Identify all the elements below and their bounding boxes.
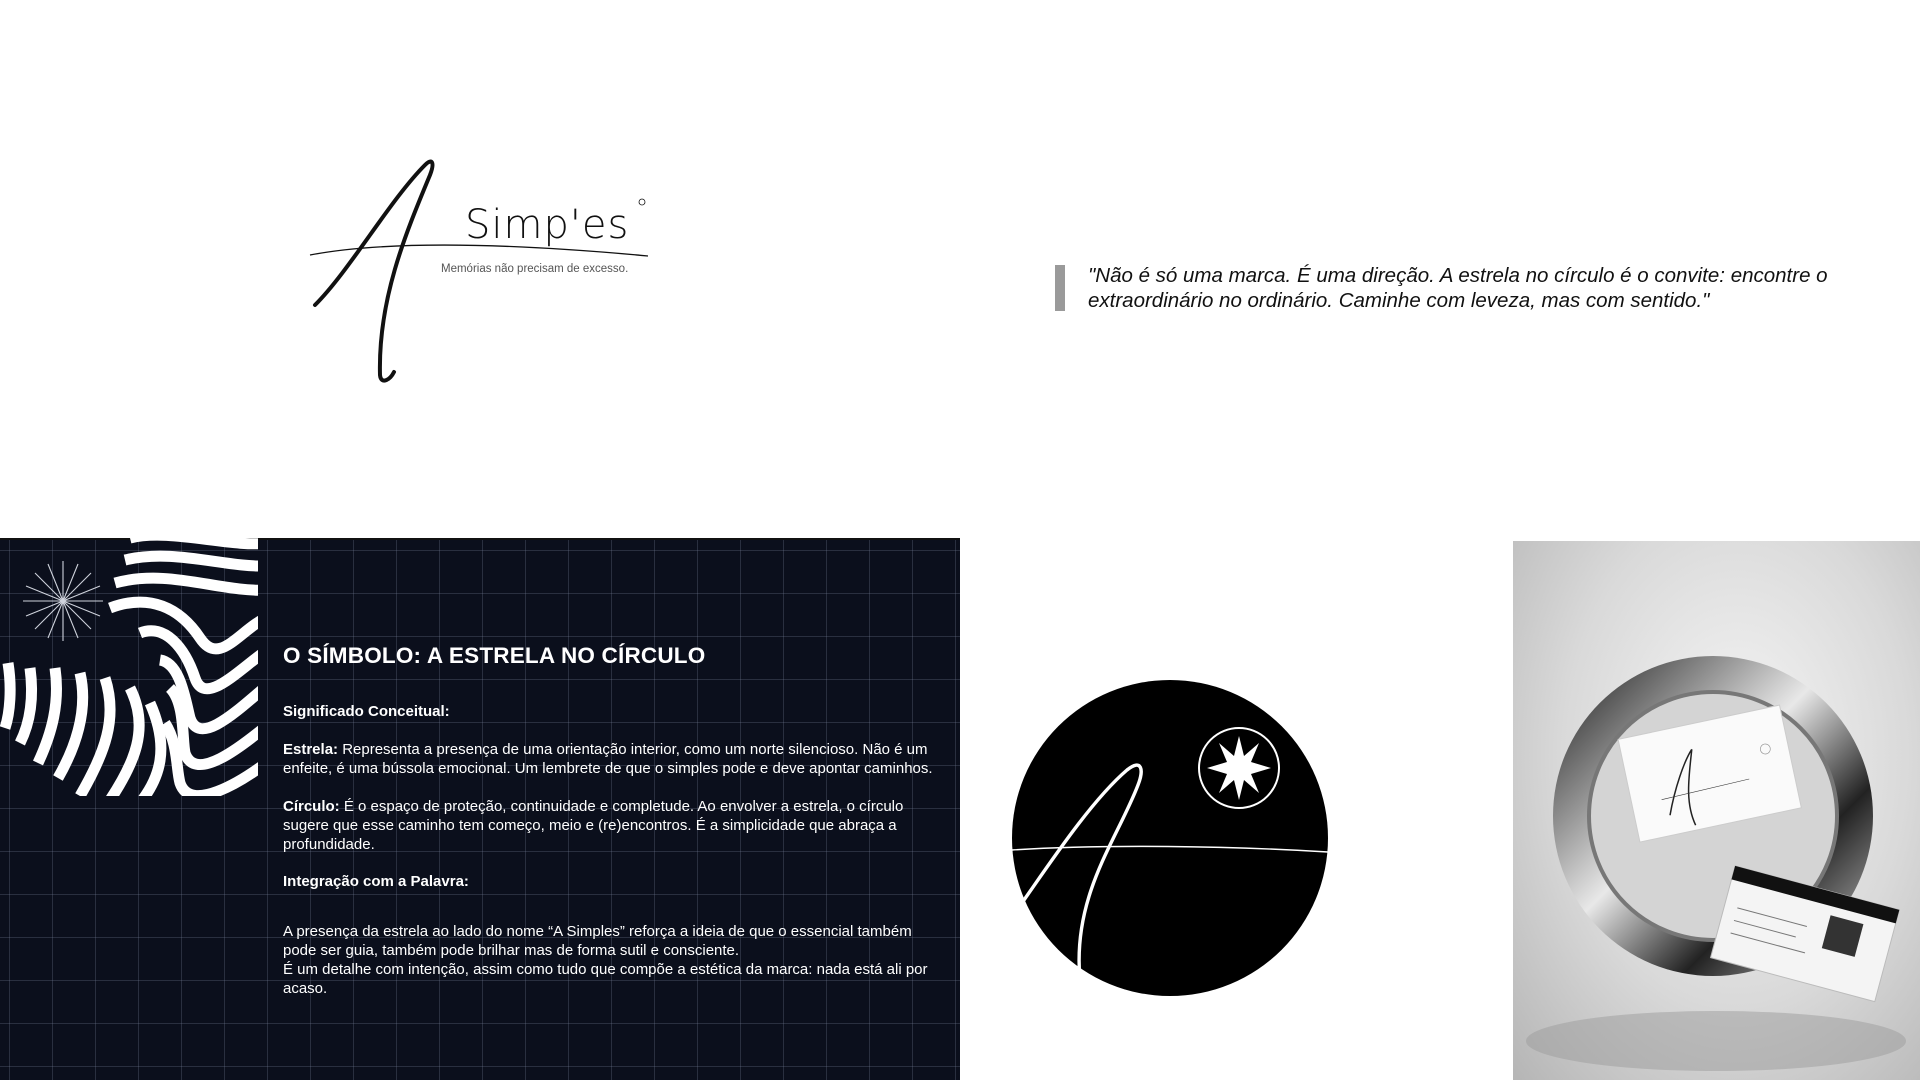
integration-paragraph-2: É um detalhe com intenção, assim como tudo que compõe a estética da marca: nada está ali por acaso. [283,961,928,997]
estrela-paragraph [283,740,949,778]
circulo-label: Círculo: [283,798,340,815]
wave-stripes-pattern [5,538,258,796]
logo-wordmark: Simp'es [465,202,630,248]
logo-tagline: Memórias não precisam de excesso. [441,263,629,275]
decorative-pattern [0,538,258,796]
estrela-label: Estrela: [283,741,339,758]
brand-quote [1055,263,1875,313]
brand-logo [310,160,660,380]
estrela-text: Representa a presença de uma orientação interior, como um norte silencioso. Não é um enfeite, é uma bússola emocional. Um lembrete de que o simples pode e deve apontar caminhos. [283,741,933,777]
integration-paragraph-1: A presença da estrela ao lado do nome “A Simples” reforça a ideia de que o essencial também pode ser guia, também pode brilhar mas de forma sutil e consciente. [283,923,912,959]
circle-emblem [1012,680,1328,996]
quote-line-1: "Não é só uma marca. É uma direção. A estrela no círculo é o convite: encontre o [1088,264,1828,287]
quote-line-2: extraordinário no ordinário. Caminhe com leveza, mas com sentido." [1088,289,1710,312]
symbol-panel [0,538,960,1080]
logo-mark [310,160,660,380]
starburst-icon [23,561,103,641]
panel-title: O SÍMBOLO: A ESTRELA NO CÍRCULO [283,643,706,668]
chrome-ring-mockup [1513,541,1920,1080]
concept-heading: Significado Conceitual: [283,703,450,720]
quote-text [1088,263,1828,313]
circulo-text: É o espaço de proteção, continuidade e completude. Ao envolver a estrela, o círculo sugere que esse caminho tem começo, meio e (re)encontros. É a simplicidade que abraça a profundidade. [283,798,904,853]
business-card-back [1711,866,1900,1002]
star-in-circle-icon [1199,728,1279,808]
logo-star-icon [639,199,645,205]
quote-bar [1055,265,1065,311]
integration-heading: Integração com a Palavra: [283,873,469,890]
circulo-paragraph [283,797,949,854]
product-photo [1513,541,1920,1080]
symbol-description [283,643,949,1017]
